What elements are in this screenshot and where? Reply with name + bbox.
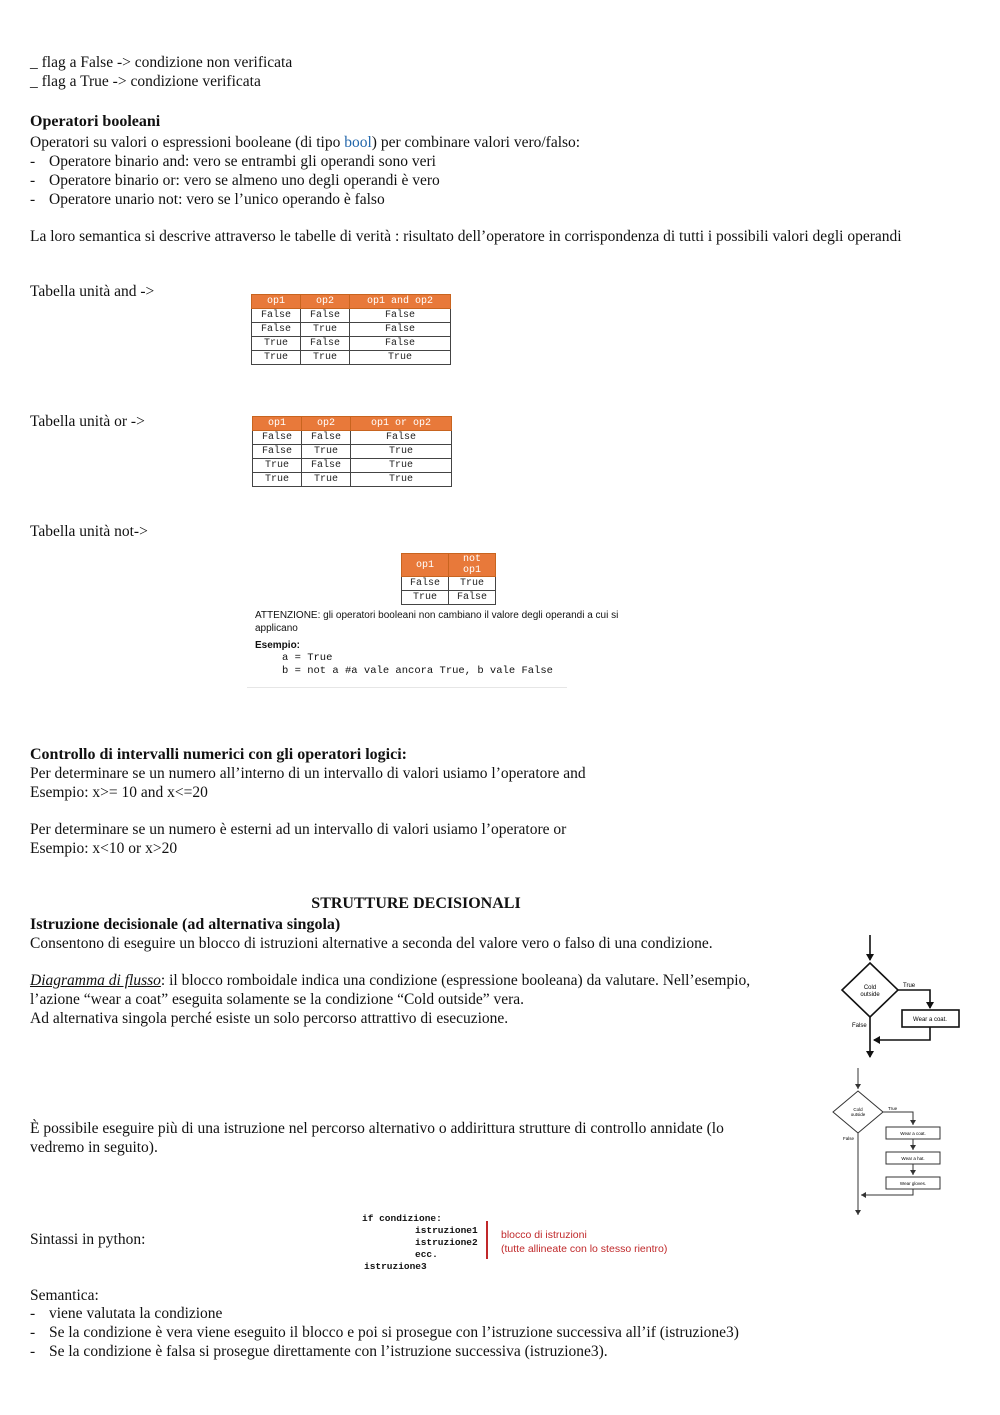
false-label: False: [843, 1136, 855, 1141]
semantics-label: Semantica:: [30, 1287, 99, 1304]
boolean-ops-intro: [30, 133, 580, 152]
condition-text: outside: [850, 1112, 866, 1117]
table-row: [253, 431, 452, 445]
bullet-and: - Operatore binario and: vero se entrambi gli operandi sono veri: [30, 152, 436, 171]
table-cell: False: [301, 309, 350, 323]
flag-true-line: _ flag a True -> condizione verificata: [30, 73, 261, 90]
table-cell: True: [253, 473, 302, 487]
table-row: [402, 591, 496, 605]
bool-keyword: bool: [344, 134, 372, 151]
intervals-line-1: Per determinare se un numero all’interno di un intervallo di valori usiamo l’operatore and: [30, 765, 586, 782]
example-code-line-2: b = not a #a vale ancora True, b vale False: [282, 665, 553, 677]
true-label: True: [888, 1106, 898, 1111]
table-cell: True: [302, 473, 351, 487]
table-header: op1: [402, 554, 449, 577]
section-title: STRUTTURE DECISIONALI: [311, 895, 521, 912]
not-table-label: Tabella unità not->: [30, 523, 148, 540]
table-row: [402, 577, 496, 591]
decision-line-4: Ad alternativa singola perché esiste un solo percorso attrattivo di esecuzione.: [30, 1010, 509, 1027]
table-cell: True: [252, 337, 301, 351]
table-cell: False: [253, 431, 302, 445]
boolean-ops-heading: Operatori booleani: [30, 113, 161, 130]
table-cell: True: [351, 459, 452, 473]
table-row: [252, 337, 451, 351]
code-block-line: istruzione1: [415, 1225, 478, 1236]
code-block-line: istruzione2: [415, 1237, 478, 1248]
decision-line-6: vedremo in seguito).: [30, 1139, 158, 1156]
semantics-bullet: - viene valutata la condizione: [30, 1304, 222, 1323]
intro-after: ) per combinare valori vero/falso:: [371, 134, 581, 151]
condition-text: Cold: [863, 985, 877, 991]
table-header: op2: [301, 295, 350, 309]
table-cell: False: [301, 337, 350, 351]
table-cell: True: [301, 323, 350, 337]
true-label: True: [903, 983, 916, 989]
block-note-line-1: blocco di istruzioni: [501, 1229, 587, 1241]
table-header: op1 or op2: [351, 417, 452, 431]
table-cell: False: [252, 309, 301, 323]
block-bracket: [486, 1221, 488, 1259]
table-row: [252, 309, 451, 323]
table-cell: False: [402, 577, 449, 591]
block-note: [501, 1228, 667, 1256]
decision-subheading: Istruzione decisionale (ad alternativa singola): [30, 916, 341, 933]
table-cell: False: [252, 323, 301, 337]
semantics-bullet: - Se la condizione è vera viene eseguito il blocco e poi si prosegue con l’istruzione successiva all’if (istruzione3): [30, 1323, 739, 1342]
table-cell: True: [253, 459, 302, 473]
table-cell: True: [351, 473, 452, 487]
condition-text: outside: [860, 992, 880, 998]
table-header: op1: [253, 417, 302, 431]
table-row: [253, 459, 452, 473]
flag-false-line: _ flag a False -> condizione non verificata: [30, 54, 293, 71]
table-header: op1: [252, 295, 301, 309]
bullet-or: - Operatore binario or: vero se almeno uno degli operandi è vero: [30, 171, 440, 190]
semantics-text: La loro semantica si descrive attraverso le tabelle di verità : risultato dell’operatore in corrispondenza di tutti i possibili valori degli operandi: [30, 228, 902, 245]
intervals-line-4: Esempio: x<10 or x>20: [30, 840, 178, 857]
flowchart-single: [830, 935, 970, 1060]
and-table-label: Tabella unità and ->: [30, 283, 155, 300]
warning-line-2: applicano: [255, 623, 298, 634]
table-cell: False: [350, 309, 451, 323]
or-truth-table: [252, 416, 452, 487]
false-label: False: [852, 1023, 867, 1029]
action-text: Wear gloves.: [899, 1181, 927, 1186]
code-if-line: if condizione:: [362, 1213, 442, 1224]
or-table-label: Tabella unità or ->: [30, 413, 145, 430]
code-block-line: ecc.: [415, 1249, 438, 1260]
action-text: Wear a coat.: [900, 1131, 926, 1136]
table-row: [253, 473, 452, 487]
block-note-line-2: (tutte allineate con lo stesso rientro): [501, 1243, 668, 1255]
table-header: op1 and op2: [350, 295, 451, 309]
syntax-label: Sintassi in python:: [30, 1231, 146, 1248]
intro-before: Operatori su valori o espressioni booleane (di tipo: [30, 134, 345, 151]
bullet-not: - Operatore unario not: vero se l’unico operando è falso: [30, 190, 385, 209]
table-cell: True: [350, 351, 451, 365]
table-cell: True: [252, 351, 301, 365]
and-truth-table: [251, 294, 451, 365]
intervals-line-2: Esempio: x>= 10 and x<=20: [30, 784, 208, 801]
table-row: [252, 351, 451, 365]
table-cell: True: [351, 445, 452, 459]
condition-text: Cold: [853, 1107, 863, 1112]
example-label: Esempio:: [255, 640, 301, 651]
table-cell: False: [253, 445, 302, 459]
table-cell: False: [351, 431, 452, 445]
flow-term: Diagramma di flusso: [30, 972, 161, 989]
code-after-line: istruzione3: [364, 1261, 427, 1272]
decision-line-3: l’azione “wear a coat” eseguita solamente se la condizione “Cold outside” vera.: [30, 991, 525, 1008]
decision-line-2: [30, 971, 750, 990]
decision-line-1: Consentono di eseguire un blocco di istruzioni alternative a seconda del valore vero o falso di una condizione.: [30, 935, 713, 952]
intervals-line-3: Per determinare se un numero è esterni ad un intervallo di valori usiamo l’operatore or: [30, 821, 567, 838]
table-cell: False: [302, 459, 351, 473]
table-header: op2: [302, 417, 351, 431]
table-cell: False: [350, 337, 451, 351]
table-cell: True: [402, 591, 449, 605]
example-code-line-1: a = True: [282, 652, 333, 664]
table-header: not op1: [449, 554, 496, 577]
table-cell: True: [449, 577, 496, 591]
table-cell: False: [302, 431, 351, 445]
table-cell: False: [350, 323, 451, 337]
warning-line-1: ATTENZIONE: gli operatori booleani non cambiano il valore degli operandi a cui si: [255, 610, 619, 621]
table-cell: True: [301, 351, 350, 365]
flowchart-multi: [825, 1068, 950, 1218]
attention-note: [255, 609, 655, 678]
action-text: Wear a coat.: [913, 1017, 947, 1023]
note-divider: [247, 687, 567, 688]
action-text: Wear a hat.: [901, 1156, 925, 1161]
decision-line-5: È possibile eseguire più di una istruzione nel percorso alternativo o addirittura strutture di controllo annidate (lo: [30, 1120, 724, 1137]
not-truth-table: [401, 553, 496, 605]
table-row: [252, 323, 451, 337]
table-row: [253, 445, 452, 459]
table-cell: False: [449, 591, 496, 605]
table-cell: True: [302, 445, 351, 459]
flow-rest: : il blocco romboidale indica una condizione (espressione booleana) da valutare. Nell’esempio,: [160, 972, 751, 989]
intervals-heading: Controllo di intervalli numerici con gli operatori logici:: [30, 746, 407, 763]
semantics-bullet: - Se la condizione è falsa si prosegue direttamente con l’istruzione successiva (istruzione3).: [30, 1342, 608, 1361]
